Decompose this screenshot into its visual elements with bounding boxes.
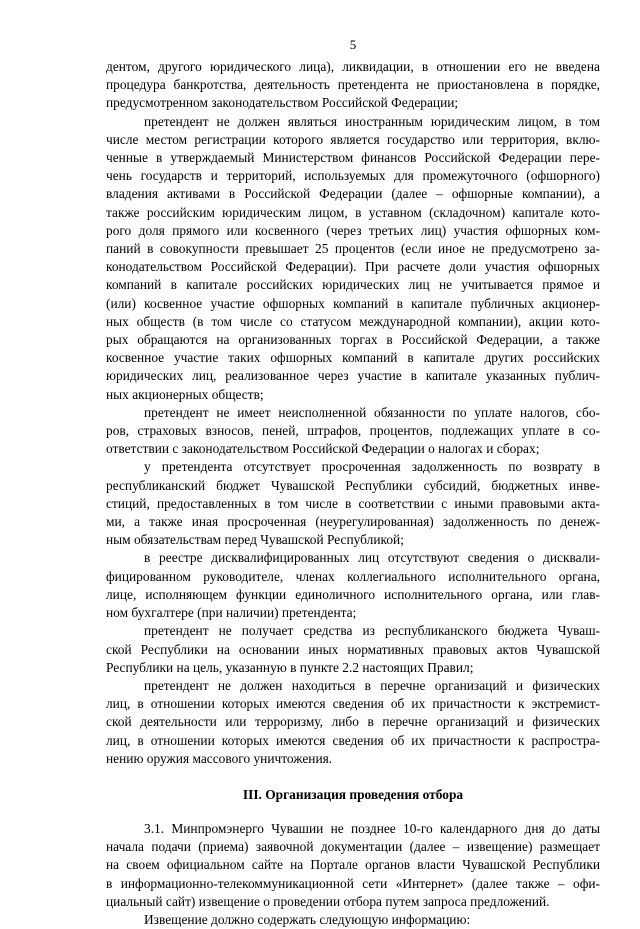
text-line: на своем официальном сайте на Портале органов власти Чувашской Республики (106, 857, 600, 873)
text-line: претендент не должен являться иностранным юридическим лицом, в том (144, 113, 600, 129)
paragraph (106, 911, 600, 929)
section-heading: III. Организация проведения отбора (242, 786, 464, 802)
text-line: ченные в утверждаемый Министерством финансов Российской Федерации пере- (106, 150, 600, 166)
text-line: юридических лиц, реализованное через участие в капитале указанных публич- (106, 368, 600, 384)
text-line: в информационно-телекоммуникационной сети «Интернет» (далее также – офи- (106, 875, 600, 891)
paragraph (106, 58, 600, 113)
text-line: фицированном руководителе, членах коллегиального исполнительного органа, (106, 568, 600, 584)
text-line: ров, страховых взносов, пеней, штрафов, процентов, подлежащих уплате в со- (106, 423, 600, 439)
text-line: ской деятельности или терроризму, либо в перечне организаций и физических (106, 714, 600, 730)
section-body (106, 820, 600, 929)
text-line: ных акционерных обществ; (106, 386, 264, 402)
text-line: чень государств и территорий, используемых для промежуточного (офшорного) (106, 168, 600, 184)
paragraph (106, 113, 600, 404)
text-line: республиканский бюджет Чувашской Республики субсидий, бюджетных инве- (106, 477, 600, 493)
text-line: циальный сайт) извещение о проведении отбора путем запроса предложений. (106, 893, 550, 909)
text-line: процедура банкротства, деятельность претендента не приостановлена в порядке, (106, 77, 600, 93)
text-line: конодательством Российской Федерации). При расчете доли участия офшорных (106, 259, 600, 275)
text-line: у претендента отсутствует просроченная задолженность по возврату в (144, 459, 600, 475)
text-line: лиц, в отношении которых имеются сведения об их причастности к распростра- (106, 732, 600, 748)
text-line: стиций, предоставленных в том числе в соответствии с иными правовыми акта- (106, 495, 600, 511)
text-line: нению оружия массового уничтожения. (106, 750, 333, 766)
paragraph (106, 677, 600, 768)
text-line: рого доля прямого или косвенного (через третьих лиц) участия офшорных ком- (106, 222, 600, 238)
paragraph (106, 549, 600, 622)
text-line: ми, а также иная просроченная (неурегулированная) задолженность по денеж- (106, 514, 600, 530)
text-line: 3.1. Минпромэнерго Чувашии не позднее 10-го календарного дня до даты (144, 820, 600, 836)
text-line: косвенное участие таких офшорных компаний в капитале других российских (106, 350, 600, 366)
text-line: ответствии с законодательством Российской Федерации о налогах и сборах; (106, 441, 540, 457)
text-line: Республики на цель, указанную в пункте 2.2 настоящих Правил; (106, 659, 474, 675)
text-line: предусмотренном законодательством Российской Федерации; (106, 95, 459, 111)
text-line: владения активами в Российской Федерации (далее – офшорные компании), а (106, 186, 600, 202)
text-line: начала подачи (приема) заявочной документации (далее – извещение) размещает (106, 839, 600, 855)
text-line: числе местом регистрации которого является государство или территория, вклю- (106, 131, 600, 147)
text-line: дентом, другого юридического лица), ликвидации, в отношении его не введена (106, 59, 600, 74)
text-line: рых обращаются на организованных торгах в Российской Федерации, а также (106, 332, 600, 348)
text-line: ном бухгалтере (при наличии) претендента; (106, 605, 357, 621)
text-line: паний в совокупности превышает 25 процентов (если иное не предусмотрено за- (106, 241, 600, 257)
paragraph (106, 622, 600, 677)
text-line: (или) косвенное участие офшорных компаний в капитале публичных акционер- (106, 295, 600, 311)
text-line: претендент не должен находиться в перечне организаций и физических (144, 677, 600, 693)
text-line: ской Республики на основании иных нормативных правовых актов Чувашской (106, 641, 600, 657)
text-line: ным обязательствам перед Чувашской Республикой; (106, 532, 404, 548)
text-line: претендент не получает средства из республиканского бюджета Чуваш- (144, 623, 600, 639)
text-line: Извещение должно содержать следующую информацию: (144, 911, 471, 927)
text-line: компаний в капитале российских юридических лиц не учитывается прямое и (106, 277, 600, 293)
document-body (106, 58, 600, 768)
text-line: в реестре дисквалифицированных лиц отсутствуют сведения о дисквали- (144, 550, 600, 566)
text-line: лиц, в отношении которых имеются сведения об их причастности к экстремист- (106, 696, 600, 712)
text-line: также российским юридическим лицом, в уставном (складочном) капитале кото- (106, 204, 600, 220)
text-line: претендент не имеет неисполненной обязанности по уплате налогов, сбо- (144, 404, 600, 420)
text-line: ных обществ (в том числе со статусом международной компании), акции кото- (106, 313, 600, 329)
page-number: 5 (349, 37, 357, 52)
text-line: лице, исполняющем функции единоличного исполнительного органа, или глав- (106, 586, 600, 602)
paragraph (106, 404, 600, 459)
paragraph (106, 458, 600, 549)
paragraph (106, 820, 600, 911)
